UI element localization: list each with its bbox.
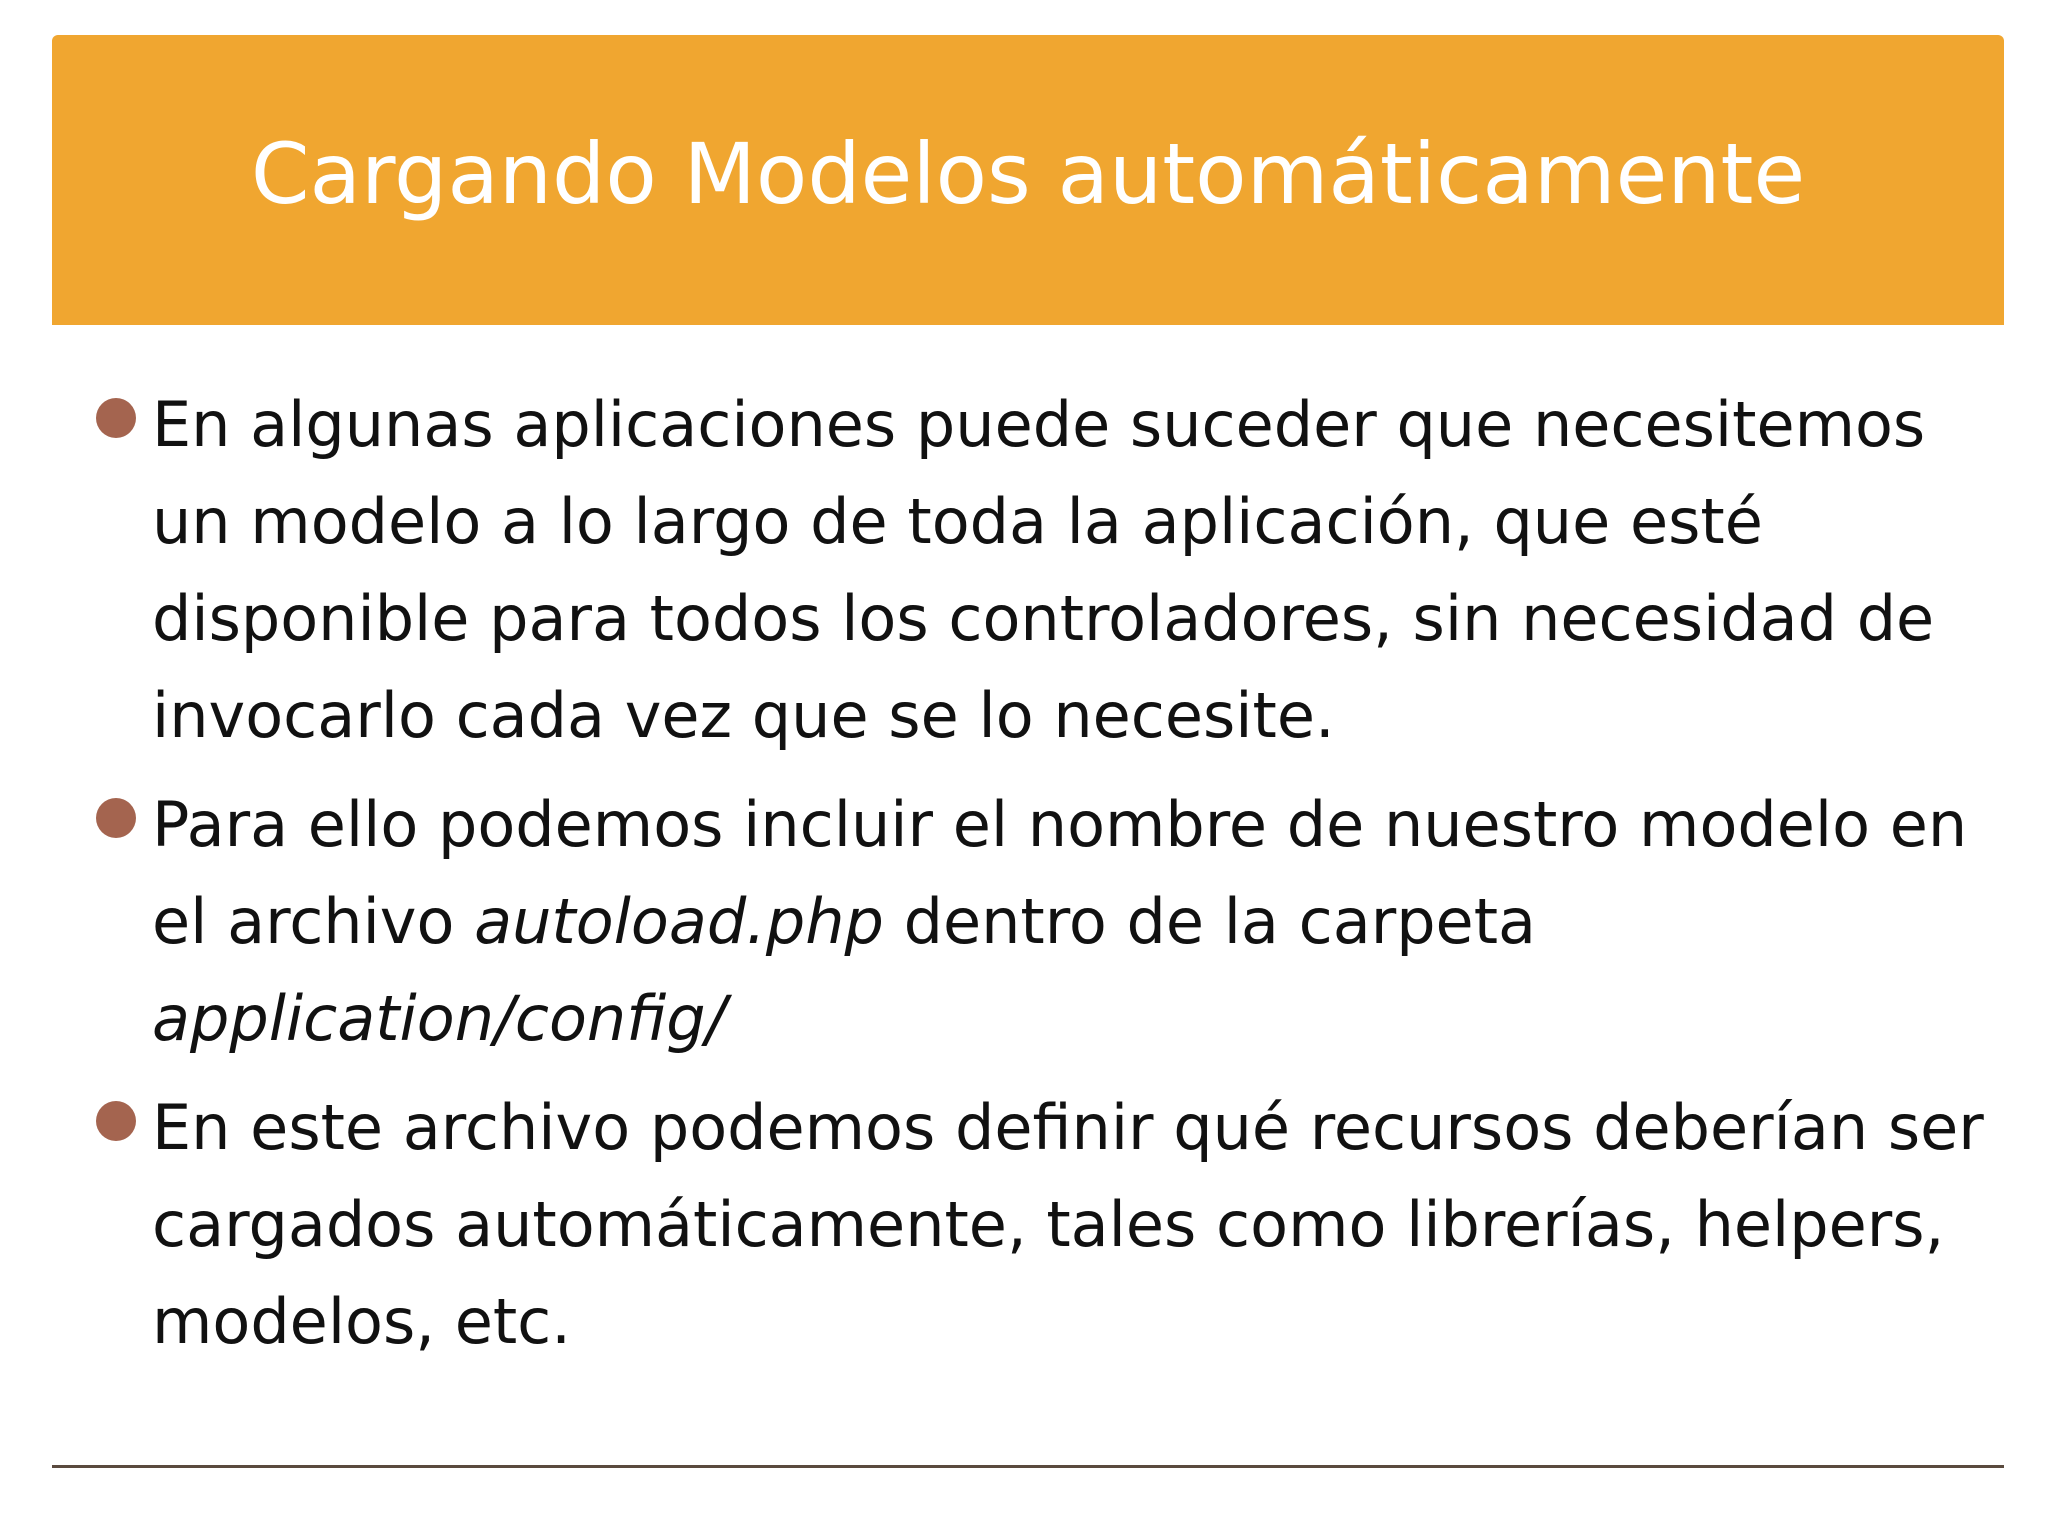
footer-divider: [52, 1465, 2004, 1468]
bullet-item-3: [96, 1079, 1996, 1370]
bullet-text-segment: En algunas aplicaciones puede suceder que necesitemos un modelo a lo largo de toda la aplicación, que esté disponible para todos los controladores, sin necesidad de invocarlo cada vez que se lo necesite.: [152, 388, 1935, 752]
bullet-item-2: [96, 776, 1996, 1067]
bullet-dot-icon: [96, 1101, 136, 1141]
bullet-text: [152, 388, 1934, 752]
bullet-text: [152, 1091, 1984, 1358]
bullet-list: [96, 376, 1996, 1382]
filename-autoload: autoload.php: [474, 885, 884, 958]
bullet-text-segment: Para ello podemos incluir el nombre de nuestro modelo en el archivo: [152, 788, 1968, 958]
bullet-text: [152, 788, 1967, 1055]
slide-title: Cargando Modelos automáticamente: [250, 125, 1806, 223]
title-bar: [52, 35, 2004, 325]
folder-path: application/config/: [152, 982, 727, 1055]
bullet-dot-icon: [96, 398, 136, 438]
bullet-text-segment: dentro de la carpeta: [883, 885, 1536, 958]
bullet-item-1: [96, 376, 1996, 764]
bullet-text-segment: En este archivo podemos definir qué recursos deberían ser cargados automáticamente, tales como librerías, helpers, modelos, etc.: [152, 1091, 1984, 1358]
bullet-dot-icon: [96, 798, 136, 838]
